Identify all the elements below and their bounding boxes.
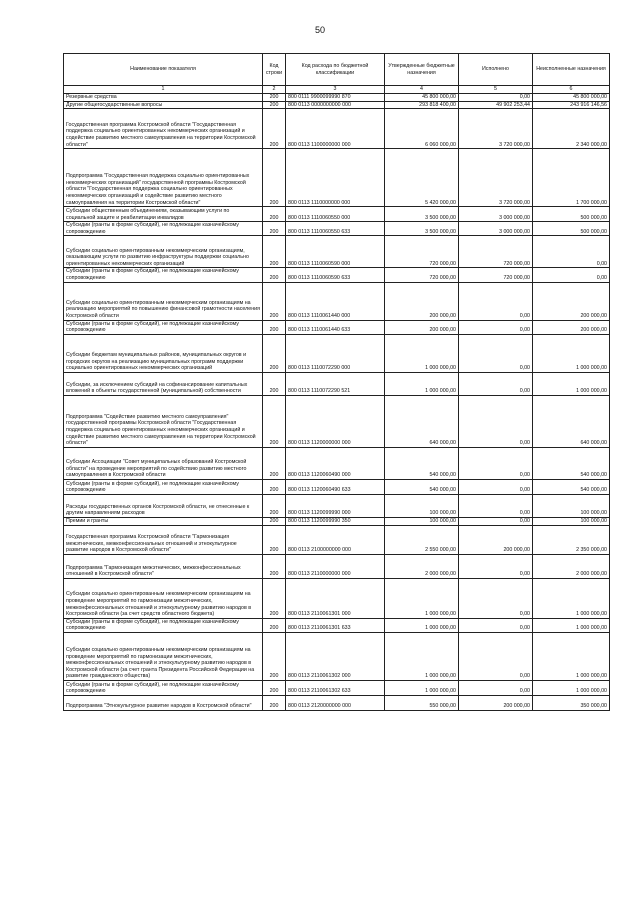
table-row	[64, 618, 610, 632]
row-unexecuted: 1 000 000,00	[533, 681, 610, 696]
row-approved: 1 000 000,00	[385, 633, 459, 681]
row-classification: 800 0113 2110061301 633	[286, 618, 385, 632]
row-executed: 720 000,00	[459, 268, 533, 282]
row-unexecuted: 100 000,00	[533, 517, 610, 525]
header-row	[64, 54, 610, 86]
row-executed: 200 000,00	[459, 525, 533, 554]
row-executed: 0,00	[459, 554, 533, 578]
row-classification: 800 0113 2110061301 000	[286, 578, 385, 618]
row-code: 200	[263, 236, 286, 268]
table-row	[64, 334, 610, 372]
row-executed: 200 000,00	[459, 696, 533, 711]
row-classification: 800 0111 9900099990 870	[286, 94, 385, 102]
row-unexecuted: 1 000 000,00	[533, 334, 610, 372]
row-code: 200	[263, 517, 286, 525]
row-name: Подпрограмма "Этнокультурное развитие народов в Костромской области"	[64, 696, 263, 711]
table-row	[64, 372, 610, 395]
row-classification: 800 0113 1100000000 000	[286, 109, 385, 149]
row-classification: 800 0113 2110061302 000	[286, 633, 385, 681]
table-row	[64, 101, 610, 109]
row-unexecuted: 200 000,00	[533, 282, 610, 320]
row-name: Субсидии (гранты в форме субсидий), не подлежащие казначейскому сопровождению	[64, 681, 263, 696]
row-code: 200	[263, 554, 286, 578]
row-code: 200	[263, 268, 286, 282]
table-row	[64, 554, 610, 578]
row-code: 200	[263, 282, 286, 320]
row-name: Субсидии социально ориентированным некоммерческим организациям на реализацию мероприятий по повышению финансовой грамотности населения Костромской области	[64, 282, 263, 320]
row-executed: 3 000 000,00	[459, 222, 533, 236]
row-code: 200	[263, 479, 286, 494]
row-code: 200	[263, 395, 286, 447]
table-row	[64, 696, 610, 711]
row-approved: 1 000 000,00	[385, 372, 459, 395]
row-unexecuted: 640 000,00	[533, 395, 610, 447]
row-executed: 0,00	[459, 578, 533, 618]
row-code: 200	[263, 494, 286, 517]
column-number: 4	[385, 86, 459, 94]
row-approved: 6 060 000,00	[385, 109, 459, 149]
header-executed: Исполнено	[459, 54, 533, 86]
row-unexecuted: 350 000,00	[533, 696, 610, 711]
table-row	[64, 149, 610, 207]
row-approved: 200 000,00	[385, 282, 459, 320]
row-approved: 640 000,00	[385, 395, 459, 447]
row-approved: 720 000,00	[385, 236, 459, 268]
row-unexecuted: 500 000,00	[533, 207, 610, 222]
row-executed: 720 000,00	[459, 236, 533, 268]
row-classification: 800 0113 1120000000 000	[286, 395, 385, 447]
header-indicator-name: Наименование показателя	[64, 54, 263, 86]
row-name: Субсидии общественным объединениям, оказывающим услуги по социальной защите и реабилитации инвалидов	[64, 207, 263, 222]
row-classification: 800 0113 1120060490 633	[286, 479, 385, 494]
row-classification: 800 0113 1110000000 000	[286, 149, 385, 207]
row-approved: 1 000 000,00	[385, 618, 459, 632]
column-number-row	[64, 86, 610, 94]
row-executed: 0,00	[459, 395, 533, 447]
row-name: Субсидии социально ориентированным некоммерческим организациям, оказывающим услуги по развитию инфраструктуры поддержки социально ориентированных некоммерческих организаций	[64, 236, 263, 268]
row-name: Субсидии социально ориентированным некоммерческим организациям на проведение мероприятий по гармонизации межэтнических, межконфессиональных отношений и этнокультурному развитию народов в Костромской области (за счет гранта Президента Российской Федерации на развитие гражданского общества)	[64, 633, 263, 681]
row-classification: 800 0113 1120060490 000	[286, 447, 385, 479]
row-name: Резервные средства	[64, 94, 263, 102]
table-row	[64, 222, 610, 236]
row-unexecuted: 1 000 000,00	[533, 578, 610, 618]
row-code: 200	[263, 525, 286, 554]
row-name: Другие общегосударственные вопросы	[64, 101, 263, 109]
row-approved: 5 420 000,00	[385, 149, 459, 207]
column-number: 6	[533, 86, 610, 94]
row-approved: 3 500 000,00	[385, 222, 459, 236]
row-classification: 800 0113 1110060550 633	[286, 222, 385, 236]
row-unexecuted: 45 800 000,00	[533, 94, 610, 102]
row-code: 200	[263, 222, 286, 236]
row-unexecuted: 0,00	[533, 268, 610, 282]
row-approved: 3 500 000,00	[385, 207, 459, 222]
row-classification: 800 0113 2110000000 000	[286, 554, 385, 578]
row-name: Субсидии Ассоциации "Совет муниципальных образований Костромской области" на проведение мероприятий по содействию развитию местного самоуправления в Костромской области	[64, 447, 263, 479]
column-number: 3	[286, 86, 385, 94]
header-budget-classification: Код расхода по бюджетной классификации	[286, 54, 385, 86]
row-name: Подпрограмма "Гармонизация межэтнических, межконфессиональных отношений в Костромской области"	[64, 554, 263, 578]
header-line-code: Код строки	[263, 54, 286, 86]
row-code: 200	[263, 372, 286, 395]
row-unexecuted: 1 000 000,00	[533, 618, 610, 632]
row-approved: 100 000,00	[385, 517, 459, 525]
table-row	[64, 236, 610, 268]
row-executed: 0,00	[459, 633, 533, 681]
row-code: 200	[263, 149, 286, 207]
row-approved: 1 000 000,00	[385, 334, 459, 372]
row-unexecuted: 2 340 000,00	[533, 109, 610, 149]
row-unexecuted: 540 000,00	[533, 447, 610, 479]
table-row	[64, 681, 610, 696]
row-approved: 2 550 000,00	[385, 525, 459, 554]
row-executed: 49 902 253,44	[459, 101, 533, 109]
row-approved: 293 818 400,00	[385, 101, 459, 109]
row-unexecuted: 2 000 000,00	[533, 554, 610, 578]
row-name: Субсидии (гранты в форме субсидий), не подлежащие казначейскому сопровождению	[64, 618, 263, 632]
row-classification: 800 0113 1110061440 000	[286, 282, 385, 320]
row-code: 200	[263, 109, 286, 149]
row-executed: 0,00	[459, 681, 533, 696]
table-row	[64, 94, 610, 102]
table-row	[64, 525, 610, 554]
row-unexecuted: 243 916 146,56	[533, 101, 610, 109]
row-approved: 1 000 000,00	[385, 578, 459, 618]
row-code: 200	[263, 696, 286, 711]
row-name: Субсидии, за исключением субсидий на софинансирование капитальных вложений в объекты государственной (муниципальной) собственности	[64, 372, 263, 395]
row-name: Премии и гранты	[64, 517, 263, 525]
table-row	[64, 395, 610, 447]
row-name: Подпрограмма "Содействие развитию местного самоуправления" государственной программы Костромской области "Государственная поддержка социально ориентированных некоммерческих организаций и содействие развитию местного самоуправления на территории Костромской области"	[64, 395, 263, 447]
row-approved: 720 000,00	[385, 268, 459, 282]
row-code: 200	[263, 101, 286, 109]
header-unexecuted: Неисполненные назначения	[533, 54, 610, 86]
table-row	[64, 207, 610, 222]
row-code: 200	[263, 94, 286, 102]
row-name: Субсидии (гранты в форме субсидий), не подлежащие казначейскому сопровождению	[64, 320, 263, 334]
table-row	[64, 320, 610, 334]
row-executed: 0,00	[459, 494, 533, 517]
row-classification: 800 0113 1110061440 633	[286, 320, 385, 334]
row-classification: 800 0113 1110060590 633	[286, 268, 385, 282]
table-row	[64, 109, 610, 149]
row-approved: 540 000,00	[385, 447, 459, 479]
row-classification: 800 0113 1110072290 521	[286, 372, 385, 395]
row-executed: 0,00	[459, 320, 533, 334]
table-row	[64, 447, 610, 479]
row-classification: 800 0113 1110060590 000	[286, 236, 385, 268]
table-row	[64, 517, 610, 525]
column-number: 2	[263, 86, 286, 94]
table-row	[64, 578, 610, 618]
row-executed: 0,00	[459, 479, 533, 494]
row-executed: 0,00	[459, 618, 533, 632]
row-executed: 0,00	[459, 517, 533, 525]
row-executed: 0,00	[459, 334, 533, 372]
row-code: 200	[263, 320, 286, 334]
row-code: 200	[263, 618, 286, 632]
row-unexecuted: 1 000 000,00	[533, 372, 610, 395]
row-approved: 45 800 000,00	[385, 94, 459, 102]
column-number: 5	[459, 86, 533, 94]
table-row	[64, 479, 610, 494]
row-name: Субсидии (гранты в форме субсидий), не подлежащие казначейскому сопровождению	[64, 479, 263, 494]
row-code: 200	[263, 207, 286, 222]
row-code: 200	[263, 334, 286, 372]
row-classification: 800 0113 1110072290 000	[286, 334, 385, 372]
row-name: Субсидии бюджетам муниципальных районов, муниципальных округов и городских округов на реализацию муниципальных программ поддержки социально ориентированных некоммерческих организаций	[64, 334, 263, 372]
row-approved: 1 000 000,00	[385, 681, 459, 696]
row-executed: 0,00	[459, 447, 533, 479]
row-approved: 550 000,00	[385, 696, 459, 711]
row-classification: 800 0113 1110060550 000	[286, 207, 385, 222]
row-unexecuted: 540 000,00	[533, 479, 610, 494]
row-unexecuted: 2 350 000,00	[533, 525, 610, 554]
row-code: 200	[263, 578, 286, 618]
row-name: Государственная программа Костромской области "Государственная поддержка социально ориентированных некоммерческих организаций и содействие развитию местного самоуправления на территории Костромской области"	[64, 109, 263, 149]
row-executed: 0,00	[459, 282, 533, 320]
row-approved: 100 000,00	[385, 494, 459, 517]
row-classification: 800 0113 0000000000 000	[286, 101, 385, 109]
row-code: 200	[263, 447, 286, 479]
row-executed: 0,00	[459, 372, 533, 395]
budget-execution-table	[63, 53, 610, 711]
row-classification: 800 0113 2100000000 000	[286, 525, 385, 554]
row-name: Расходы государственных органов Костромской области, не отнесенные к другим направлениям расходов	[64, 494, 263, 517]
row-unexecuted: 500 000,00	[533, 222, 610, 236]
row-classification: 800 0113 1120099990 350	[286, 517, 385, 525]
row-name: Подпрограмма "Государственная поддержка социально ориентированных некоммерческих организаций" государственной программы Костромской области "Государственная поддержка социально ориентированных некоммерческих организаций и содействие развитию местного самоуправления на территории Костромской области"	[64, 149, 263, 207]
row-executed: 3 000 000,00	[459, 207, 533, 222]
table-row	[64, 494, 610, 517]
table-row	[64, 633, 610, 681]
table-body	[64, 94, 610, 711]
header-approved: Утвержденные бюджетные назначения	[385, 54, 459, 86]
row-code: 200	[263, 681, 286, 696]
row-unexecuted: 200 000,00	[533, 320, 610, 334]
row-name: Государственная программа Костромской области "Гармонизация межэтнических, межконфессиональных отношений и этнокультурное развитие народов в Костромской области"	[64, 525, 263, 554]
page-number: 50	[314, 25, 325, 35]
column-number: 1	[64, 86, 263, 94]
row-unexecuted: 100 000,00	[533, 494, 610, 517]
row-name: Субсидии социально ориентированным некоммерческим организациям на проведение мероприятий по гармонизации межэтнических, межконфессиональных отношений и этнокультурному развитию народов в Костромской области (за счет средств областного бюджета)	[64, 578, 263, 618]
row-classification: 800 0113 2110061302 633	[286, 681, 385, 696]
row-approved: 200 000,00	[385, 320, 459, 334]
row-classification: 800 0113 1120099990 000	[286, 494, 385, 517]
row-name: Субсидии (гранты в форме субсидий), не подлежащие казначейскому сопровождению	[64, 222, 263, 236]
row-classification: 800 0113 2120000000 000	[286, 696, 385, 711]
row-unexecuted: 1 700 000,00	[533, 149, 610, 207]
row-executed: 3 720 000,00	[459, 109, 533, 149]
row-approved: 540 000,00	[385, 479, 459, 494]
table-row	[64, 268, 610, 282]
row-executed: 3 720 000,00	[459, 149, 533, 207]
row-approved: 2 000 000,00	[385, 554, 459, 578]
row-executed: 0,00	[459, 94, 533, 102]
row-unexecuted: 1 000 000,00	[533, 633, 610, 681]
row-code: 200	[263, 633, 286, 681]
table-row	[64, 282, 610, 320]
row-name: Субсидии (гранты в форме субсидий), не подлежащие казначейскому сопровождению	[64, 268, 263, 282]
row-unexecuted: 0,00	[533, 236, 610, 268]
